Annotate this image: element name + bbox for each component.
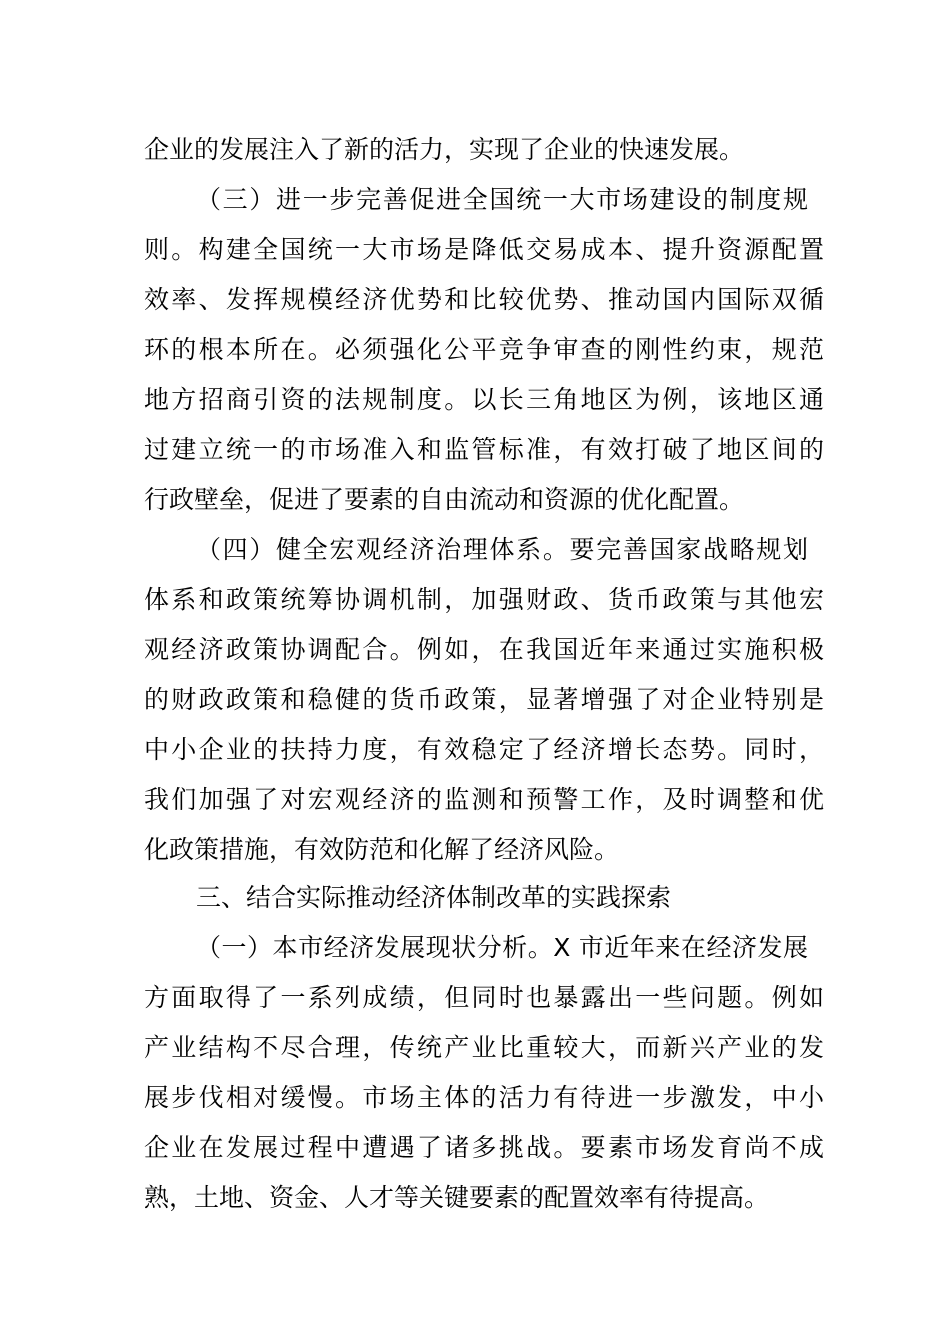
text-line: 化政策措施，有效防范和化解了经济风险。 [144, 835, 620, 864]
text-line: 过建立统一的市场准入和监管标准，有效打破了地区间的 [144, 435, 824, 464]
text-line: 中小企业的扶持力度，有效稳定了经济增长态势。同时， [144, 735, 824, 764]
text-line: 的财政政策和稳健的货币政策，显著增强了对企业特别是 [144, 685, 824, 714]
text-line: 体系和政策统筹协调机制，加强财政、货币政策与其他宏 [144, 585, 824, 614]
text-line: 企业在发展过程中遭遇了诸多挑战。要素市场发育尚不成 [144, 1133, 824, 1162]
paragraph-heading-line: （四）健全宏观经济治理体系。要完善国家战略规划 [196, 535, 808, 564]
text-line: 我们加强了对宏观经济的监测和预警工作，及时调整和优 [144, 785, 824, 814]
text-line: 展步伐相对缓慢。市场主体的活力有待进一步激发，中小 [144, 1083, 824, 1112]
text-line: 则。构建全国统一大市场是降低交易成本、提升资源配置 [144, 235, 824, 264]
text-line: 行政壁垒，促进了要素的自由流动和资源的优化配置。 [144, 485, 745, 514]
section-heading: 三、结合实际推动经济体制改革的实践探索 [196, 883, 672, 912]
text-line: 地方招商引资的法规制度。以长三角地区为例，该地区通 [144, 385, 824, 414]
text-line: 产业结构不尽合理，传统产业比重较大，而新兴产业的发 [144, 1033, 824, 1062]
text-line: 熟，土地、资金、人才等关键要素的配置效率有待提高。 [144, 1183, 770, 1212]
text-line: 观经济政策协调配合。例如，在我国近年来通过实施积极 [144, 635, 824, 664]
paragraph-heading-line: （三）进一步完善促进全国统一大市场建设的制度规 [196, 185, 808, 214]
text-line: 企业的发展注入了新的活力，实现了企业的快速发展。 [144, 135, 745, 164]
text-line: 方面取得了一系列成绩，但同时也暴露出一些问题。例如 [144, 983, 824, 1012]
paragraph-heading-line: （一）本市经济发展现状分析。X 市近年来在经济发展 [196, 933, 808, 962]
text-line: 环的根本所在。必须强化公平竞争审查的刚性约束，规范 [144, 335, 824, 364]
text-line: 效率、发挥规模经济优势和比较优势、推动国内国际双循 [144, 285, 824, 314]
